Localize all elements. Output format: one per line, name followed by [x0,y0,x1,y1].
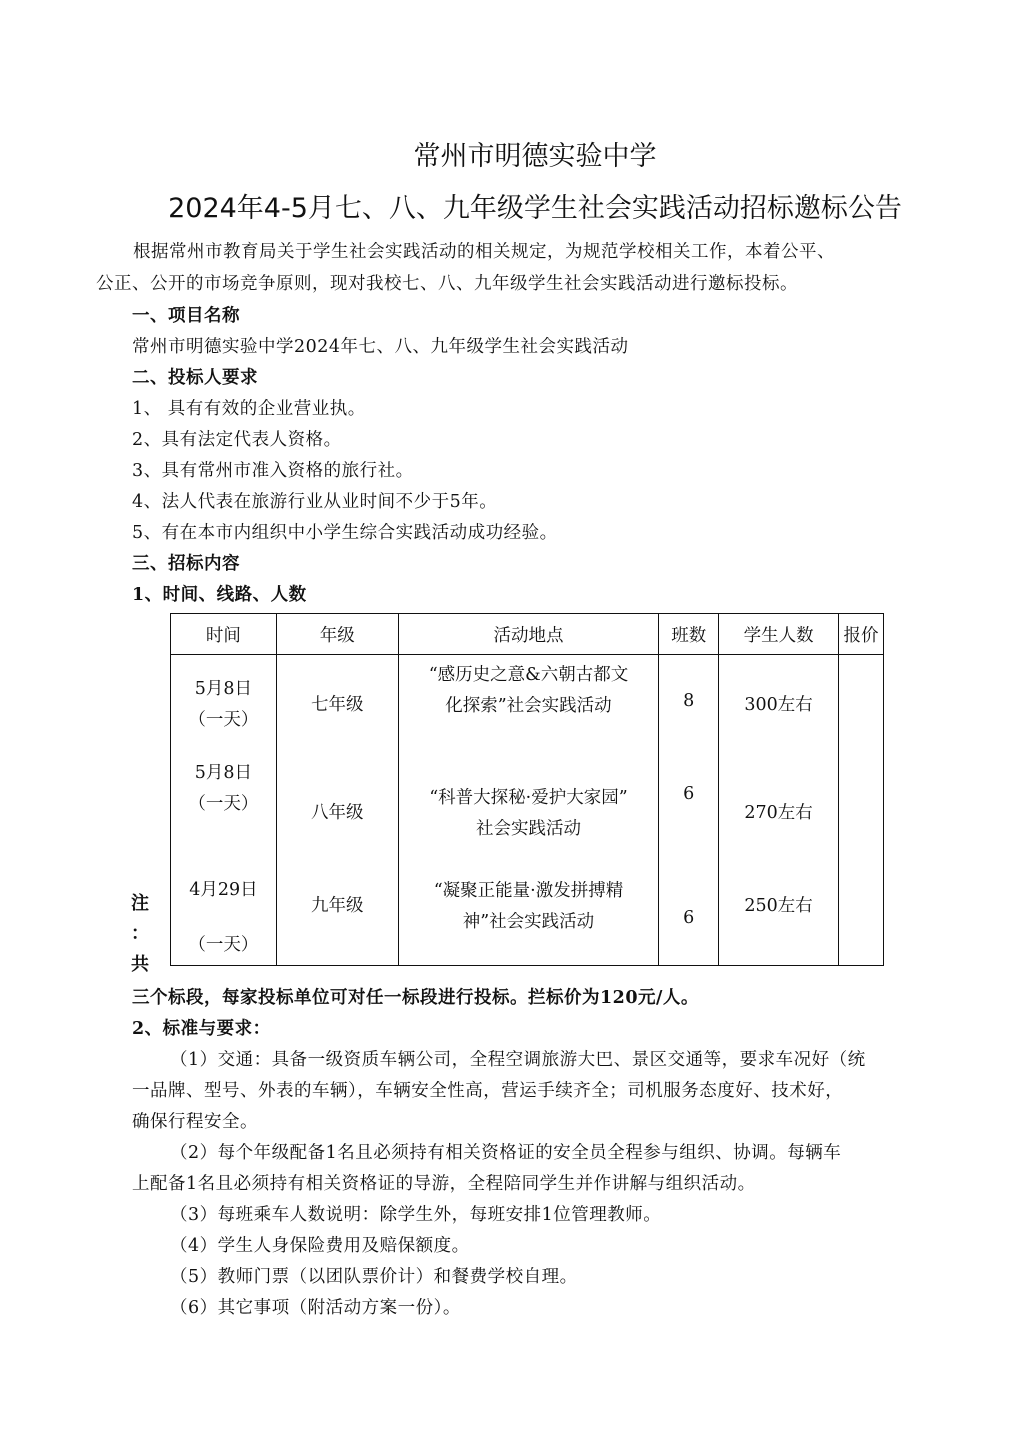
date-line: （一天） [188,710,259,730]
column-header-classes: 班数 [659,614,719,655]
students-cell [719,655,839,966]
place-line: 社会实践活动 [475,819,581,839]
grade-text: 八年级 [311,803,364,823]
classes-cell [659,655,719,966]
classes-value: 6 [683,784,695,804]
grade-cell [276,655,398,966]
standard-p1-line: （1）交通：具备一级资质车辆公司，全程空调旅游大巴、景区交通等，要求车况好（统 [170,1050,866,1070]
requirement-item: 5、有在本市内组织中小学生综合实践活动成功经验。 [132,523,558,543]
standard-p6: （6）其它事项（附活动方案一份）。 [170,1298,461,1318]
place-line: “科普大探秘·爱护大家园” [429,788,628,808]
column-header-price: 报价 [839,614,884,655]
date-line: 5月8日 [194,679,253,699]
standard-p4: （4）学生人身保险费用及赔保额度。 [170,1236,470,1256]
requirement-item: 2、具有法定代表人资格。 [132,430,342,450]
place-line: 神”社会实践活动 [462,912,595,932]
column-header-students: 学生人数 [719,614,839,655]
date-cell [171,655,277,966]
grade-text: 九年级 [311,896,364,916]
column-header-grade: 年级 [276,614,398,655]
price-cell [839,655,884,966]
standard-p3: （3）每班乘车人数说明：除学生外，每班安排1位管理教师。 [170,1205,662,1225]
section1-content: 常州市明德实验中学2024年七、八、九年级学生社会实践活动 [132,337,629,357]
page-subtitle: 2024年4-5月七、八、九年级学生社会实践活动招标邀标公告 [168,193,902,224]
date-line: （一天） [188,794,259,814]
standard-p2-line: 上配备1名且必须持有相关资格证的导游，全程陪同学生并作讲解与组织活动。 [132,1174,756,1194]
classes-value: 8 [683,691,695,711]
bid-table [170,613,884,966]
column-header-time: 时间 [171,614,277,655]
page-title: 常州市明德实验中学 [413,141,657,172]
note-char: 注 [131,893,149,914]
date-line: （一天） [188,935,259,955]
column-header-place: 活动地点 [398,614,659,655]
note-char: 共 [131,954,149,975]
classes-value: 6 [683,908,695,928]
requirement-item: 3、具有常州市准入资格的旅行社。 [132,461,414,481]
intro-line-2: 公正、公开的市场竞争原则，现对我校七、八、九年级学生社会实践活动进行邀标投标。 [96,274,798,294]
place-line: 化探索”社会实践活动 [445,696,612,716]
students-value: 300左右 [744,695,813,715]
note-text: 三个标段，每家投标单位可对任一标段进行投标。拦标价为120元/人。 [132,988,699,1008]
students-value: 250左右 [744,896,813,916]
section3-heading: 三、招标内容 [132,554,240,574]
note-char: ： [131,923,149,944]
standard-p1-line: 一品牌、型号、外表的车辆），车辆安全性高，营运手续齐全；司机服务态度好、技术好， [132,1081,844,1101]
table-body-row [171,655,884,966]
section2-heading: 二、投标人要求 [132,368,258,388]
date-line: 5月8日 [194,763,253,783]
requirement-item: 1、 具有有效的企业营业执。 [132,399,366,419]
section1-heading: 一、项目名称 [132,306,240,326]
section3-sub1: 1、时间、线路、人数 [132,585,307,605]
intro-line-1: 根据常州市教育局关于学生社会实践活动的相关规定，为规范学校相关工作，本着公平、 [133,242,835,262]
standard-p5: （5）教师门票（以团队票价计）和餐费学校自理。 [170,1267,578,1287]
date-line: 4月29日 [189,880,258,900]
place-line: “感历史之意&六朝古都文 [428,665,629,685]
requirement-item: 4、法人代表在旅游行业从业时间不少于5年。 [132,492,498,512]
students-value: 270左右 [744,803,813,823]
section3-sub2-heading: 2、标准与要求： [132,1019,271,1039]
place-cell [398,655,659,966]
table-header-row [171,614,884,655]
place-line: “凝聚正能量·激发拼搏精 [433,881,624,901]
standard-p2-line: （2）每个年级配备1名且必须持有相关资格证的安全员全程参与组织、协调。每辆车 [170,1143,842,1163]
grade-text: 七年级 [311,695,364,715]
standard-p1-line: 确保行程安全。 [132,1112,258,1132]
